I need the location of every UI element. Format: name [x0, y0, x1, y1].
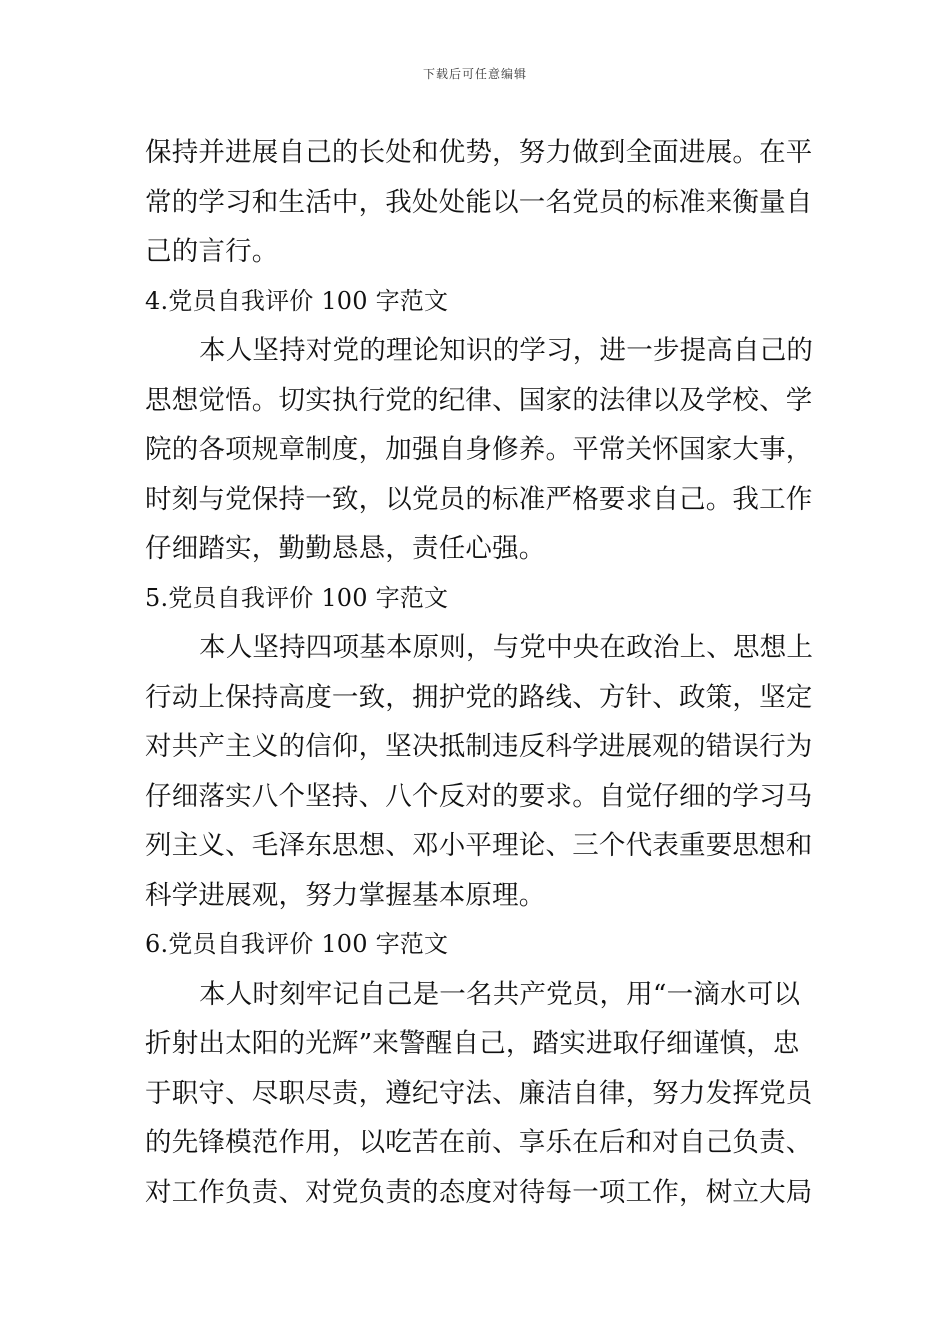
section-heading-4: 4.党员自我评价 100 字范文	[145, 286, 449, 315]
body-text-line: 于职守、尽职尽责，遵纪守法、廉洁自律，努力发挥党员	[145, 1077, 813, 1109]
paragraph-first-line: 本人坚持四项基本原则，与党中央在政治上、思想上	[199, 632, 814, 663]
body-text-line: 思想觉悟。切实执行党的纪律、国家的法律以及学校、学	[145, 384, 813, 416]
body-text-line: 列主义、毛泽东思想、邓小平理论、三个代表重要思想和	[145, 830, 813, 861]
document-body	[145, 128, 813, 1217]
body-text-line: 对工作负责、对党负责的态度对待每一项工作，树立大局	[145, 1176, 813, 1208]
paragraph-first-line: 本人坚持对党的理论知识的学习，进一步提高自己的	[199, 335, 814, 366]
page-header: 下载后可任意编辑	[422, 67, 527, 81]
body-text-line: 科学进展观，努力掌握基本原理。	[145, 879, 546, 911]
body-text-line: 院的各项规章制度，加强自身修养。平常关怀国家大事，	[145, 434, 813, 465]
body-text-line: 的先锋模范作用，以吃苦在前、享乐在后和对自己负责、	[145, 1127, 813, 1158]
body-text-line: 保持并进展自己的长处和优势，努力做到全面进展。在平	[145, 137, 813, 168]
paragraph-first-line: 本人时刻牢记自己是一名共产党员，用“一滴水可以	[199, 978, 801, 1010]
section-heading-6: 6.党员自我评价 100 字范文	[145, 930, 449, 958]
section-heading-5: 5.党员自我评价 100 字范文	[145, 583, 449, 612]
body-text-line: 己的言行。	[145, 236, 279, 267]
body-text-line: 常的学习和生活中，我处处能以一名党员的标准来衡量自	[145, 186, 813, 218]
body-text-line: 对共产主义的信仰，坚决抵制违反科学进展观的错误行为	[145, 731, 813, 762]
body-text-line: 行动上保持高度一致，拥护党的路线、方针、政策，坚定	[145, 681, 813, 713]
body-text-line: 折射出太阳的光辉”来警醒自己，踏实进取仔细谨慎，忠	[145, 1028, 800, 1059]
body-text-line: 时刻与党保持一致，以党员的标准严格要求自己。我工作	[145, 483, 813, 515]
body-text-line: 仔细落实八个坚持、八个反对的要求。自觉仔细的学习马	[145, 780, 813, 812]
body-text-line: 仔细踏实，勤勤恳恳，责任心强。	[145, 533, 546, 564]
